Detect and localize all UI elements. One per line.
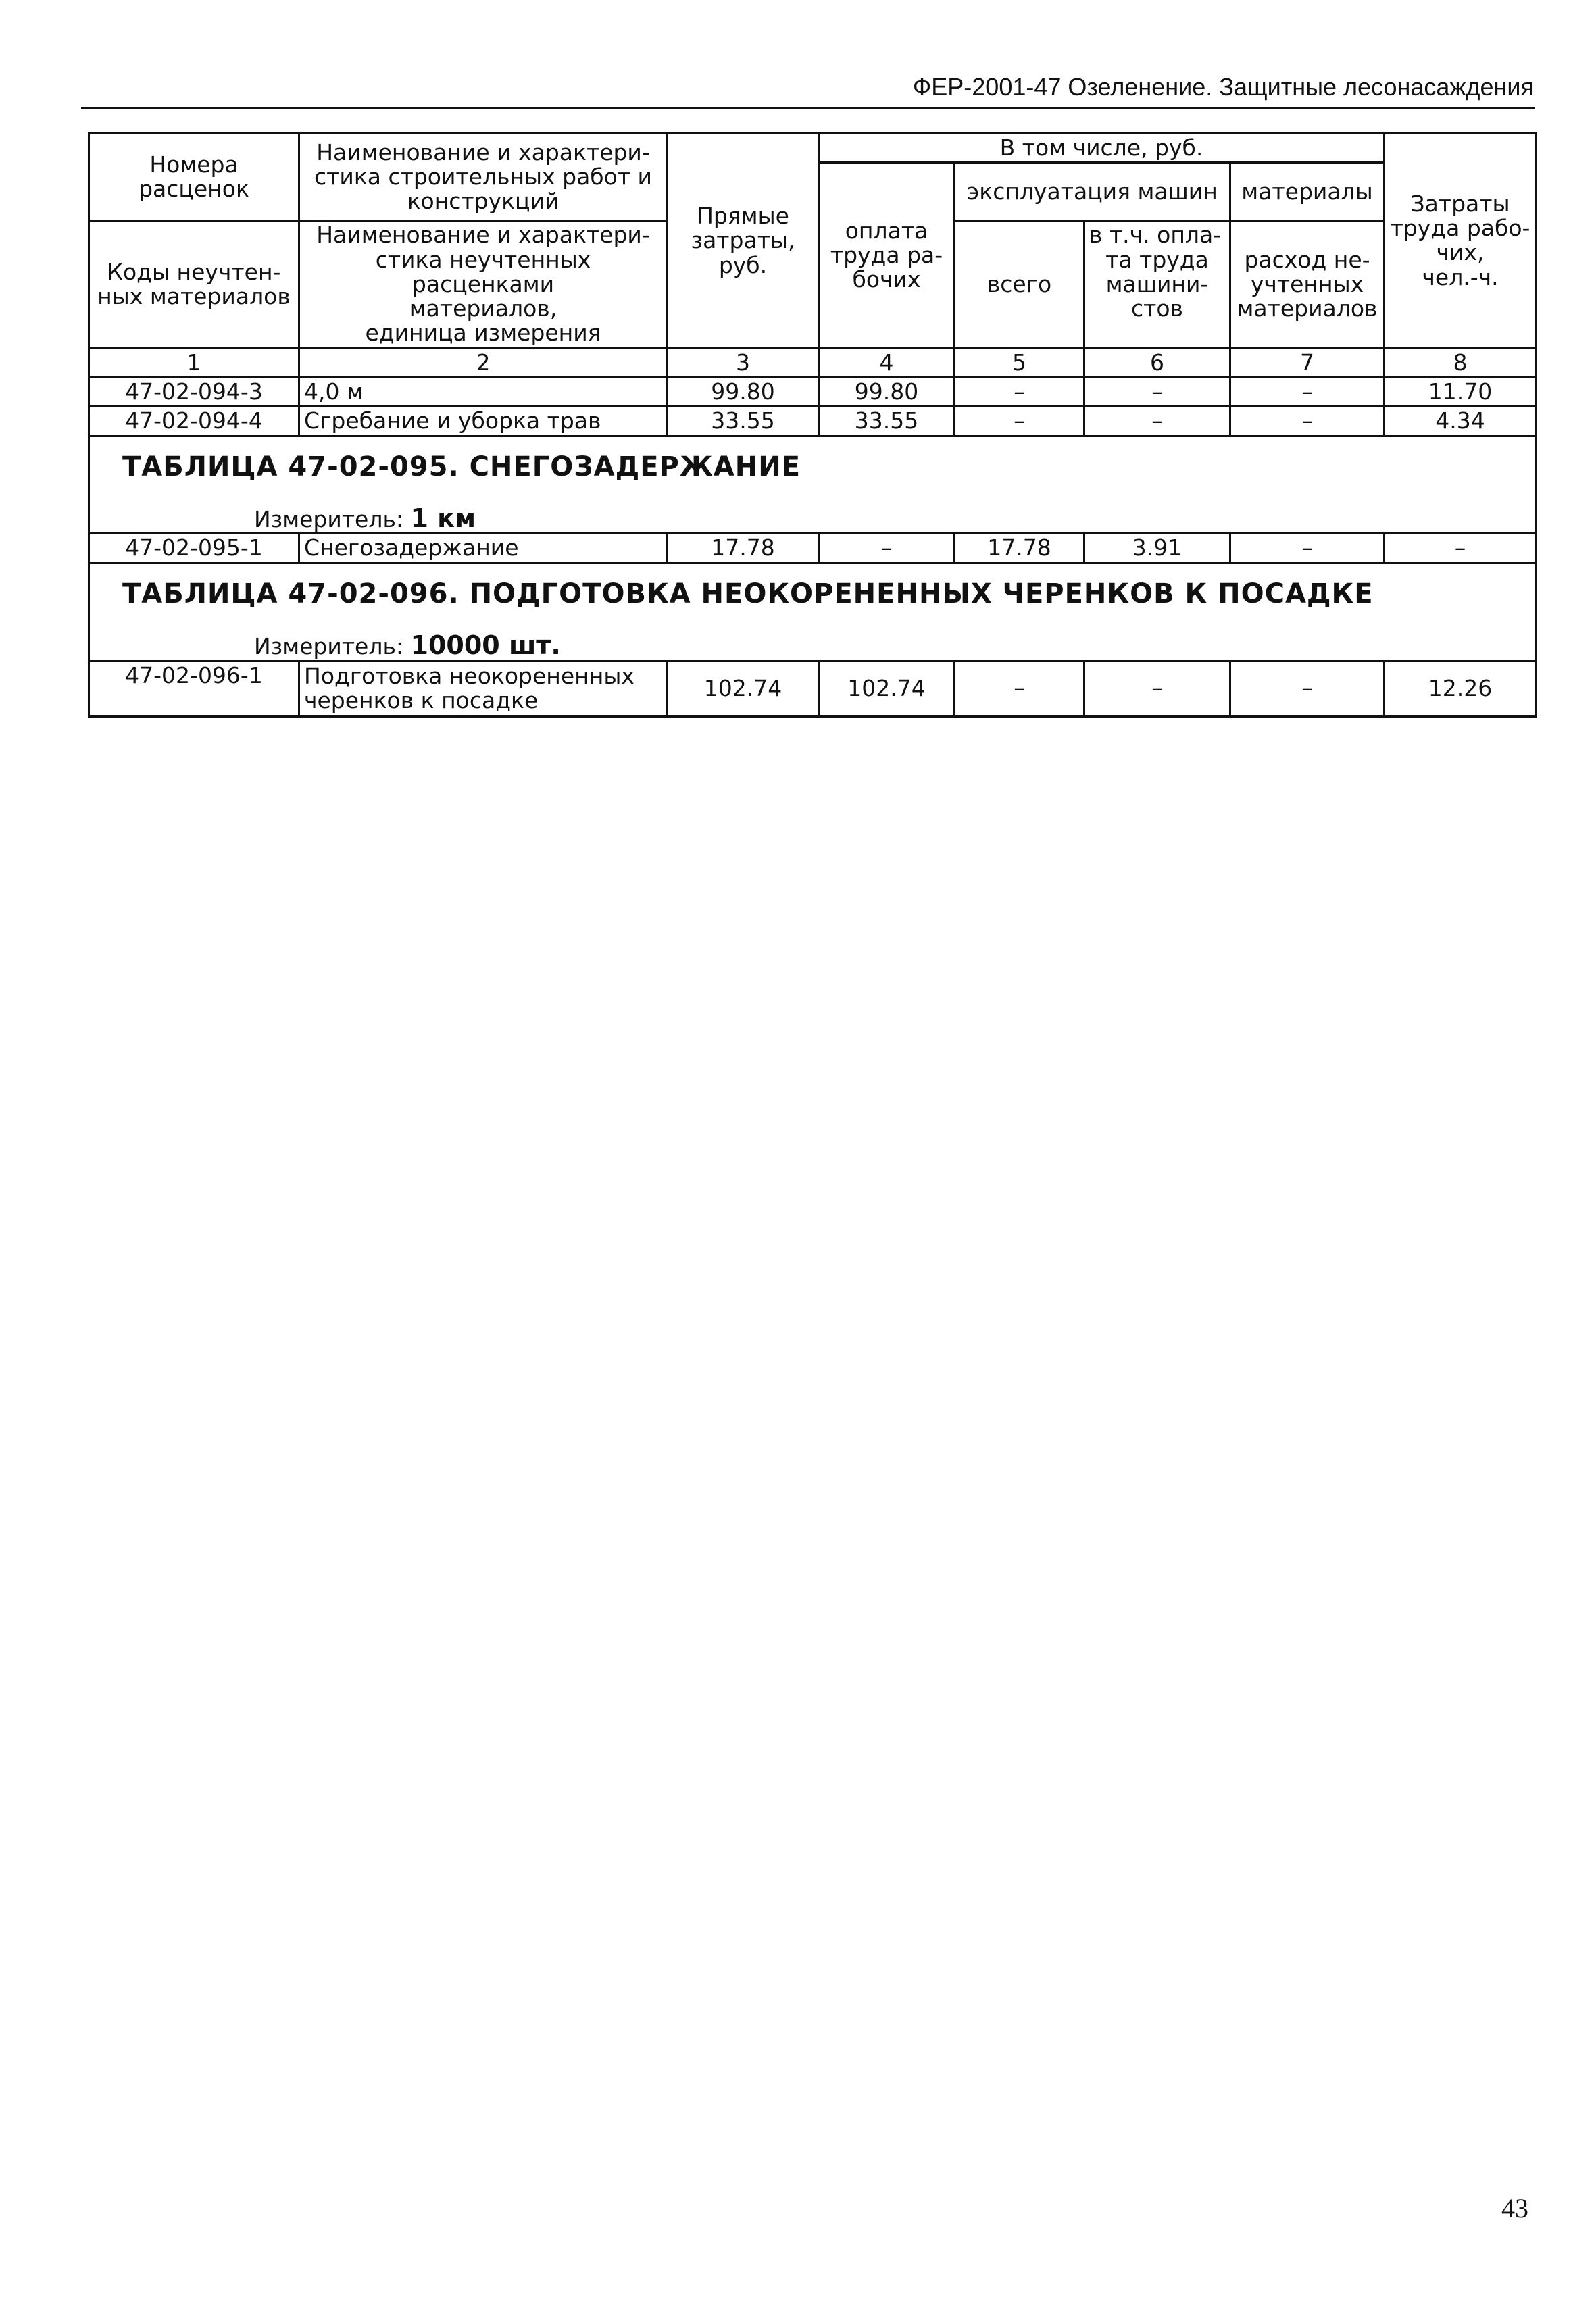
materials-consumption: – [1230, 378, 1385, 407]
work-name: Подготовка неокорененных черенков к посадке [299, 661, 668, 716]
work-name: Сгребание и уборка трав [299, 407, 668, 436]
section-meter: Измеритель: 1 км [254, 503, 476, 533]
column-numbers-row [89, 348, 1537, 377]
column-number: 1 [89, 348, 299, 377]
section-title: ТАБЛИЦА 47-02-096. ПОДГОТОВКА НЕОКОРЕНЕННЫХ ЧЕРЕНКОВ К ПОСАДКЕ [122, 578, 1374, 609]
labor-pay: 33.55 [819, 407, 955, 436]
header-unaccounted-consumption: расход не- учтенных материалов [1230, 221, 1385, 348]
section-heading-095 [89, 436, 1537, 534]
column-number: 5 [955, 348, 1084, 377]
operator-pay: – [1084, 378, 1230, 407]
direct-costs: 99.80 [668, 378, 819, 407]
machines-total: – [955, 378, 1084, 407]
header-rule [81, 107, 1535, 109]
section-heading-096 [89, 563, 1537, 661]
operator-pay: – [1084, 661, 1230, 716]
running-head: ФЕР-2001-47 Озеленение. Защитные лесонасаждения [912, 73, 1534, 101]
header-direct-costs: Прямые затраты, руб. [668, 134, 819, 349]
labor-hours: 4.34 [1385, 407, 1537, 436]
column-number: 3 [668, 348, 819, 377]
direct-costs: 33.55 [668, 407, 819, 436]
header-material-name: Наименование и характери- стика неучтенных расценками материалов, единица измерения [299, 221, 668, 348]
column-number: 6 [1084, 348, 1230, 377]
operator-pay: – [1084, 407, 1230, 436]
materials-consumption: – [1230, 407, 1385, 436]
work-name: 4,0 м [299, 378, 668, 407]
rates-table [88, 132, 1537, 718]
rate-code: 47-02-094-4 [89, 407, 299, 436]
section-title: ТАБЛИЦА 47-02-095. СНЕГОЗАДЕРЖАНИЕ [122, 451, 801, 482]
table-row [89, 378, 1537, 407]
labor-hours: 12.26 [1385, 661, 1537, 716]
column-number: 8 [1385, 348, 1537, 377]
labor-pay: – [819, 534, 955, 563]
page-number: 43 [1501, 2193, 1528, 2223]
header-machine-operation: эксплуатация машин [955, 163, 1230, 221]
rate-code: 47-02-096-1 [89, 661, 299, 716]
labor-hours: 11.70 [1385, 378, 1537, 407]
column-number: 7 [1230, 348, 1385, 377]
header-materials: материалы [1230, 163, 1385, 221]
labor-hours: – [1385, 534, 1537, 563]
column-number: 2 [299, 348, 668, 377]
operator-pay: 3.91 [1084, 534, 1230, 563]
section-meter: Измеритель: 10000 шт. [254, 630, 561, 660]
header-labor-pay: оплата труда ра- бочих [819, 163, 955, 348]
rate-code: 47-02-095-1 [89, 534, 299, 563]
work-name: Снегозадержание [299, 534, 668, 563]
table-row [89, 661, 1537, 716]
header-labor-costs: Затраты труда рабо- чих, чел.-ч. [1385, 134, 1537, 349]
labor-pay: 102.74 [819, 661, 955, 716]
machines-total: 17.78 [955, 534, 1084, 563]
rate-code: 47-02-094-3 [89, 378, 299, 407]
table-row [89, 407, 1537, 436]
direct-costs: 102.74 [668, 661, 819, 716]
header-operator-pay: в т.ч. опла- та труда машини- стов [1084, 221, 1230, 348]
direct-costs: 17.78 [668, 534, 819, 563]
materials-consumption: – [1230, 534, 1385, 563]
materials-consumption: – [1230, 661, 1385, 716]
machines-total: – [955, 661, 1084, 716]
header-total: всего [955, 221, 1084, 348]
header-including: В том числе, руб. [819, 134, 1385, 163]
header-material-codes: Коды неучтен- ных материалов [89, 221, 299, 348]
header-work-name: Наименование и характери- стика строительных работ и конструкций [299, 134, 668, 221]
column-number: 4 [819, 348, 955, 377]
machines-total: – [955, 407, 1084, 436]
table-row [89, 534, 1537, 563]
labor-pay: 99.80 [819, 378, 955, 407]
header-rate-numbers: Номера расценок [89, 134, 299, 221]
